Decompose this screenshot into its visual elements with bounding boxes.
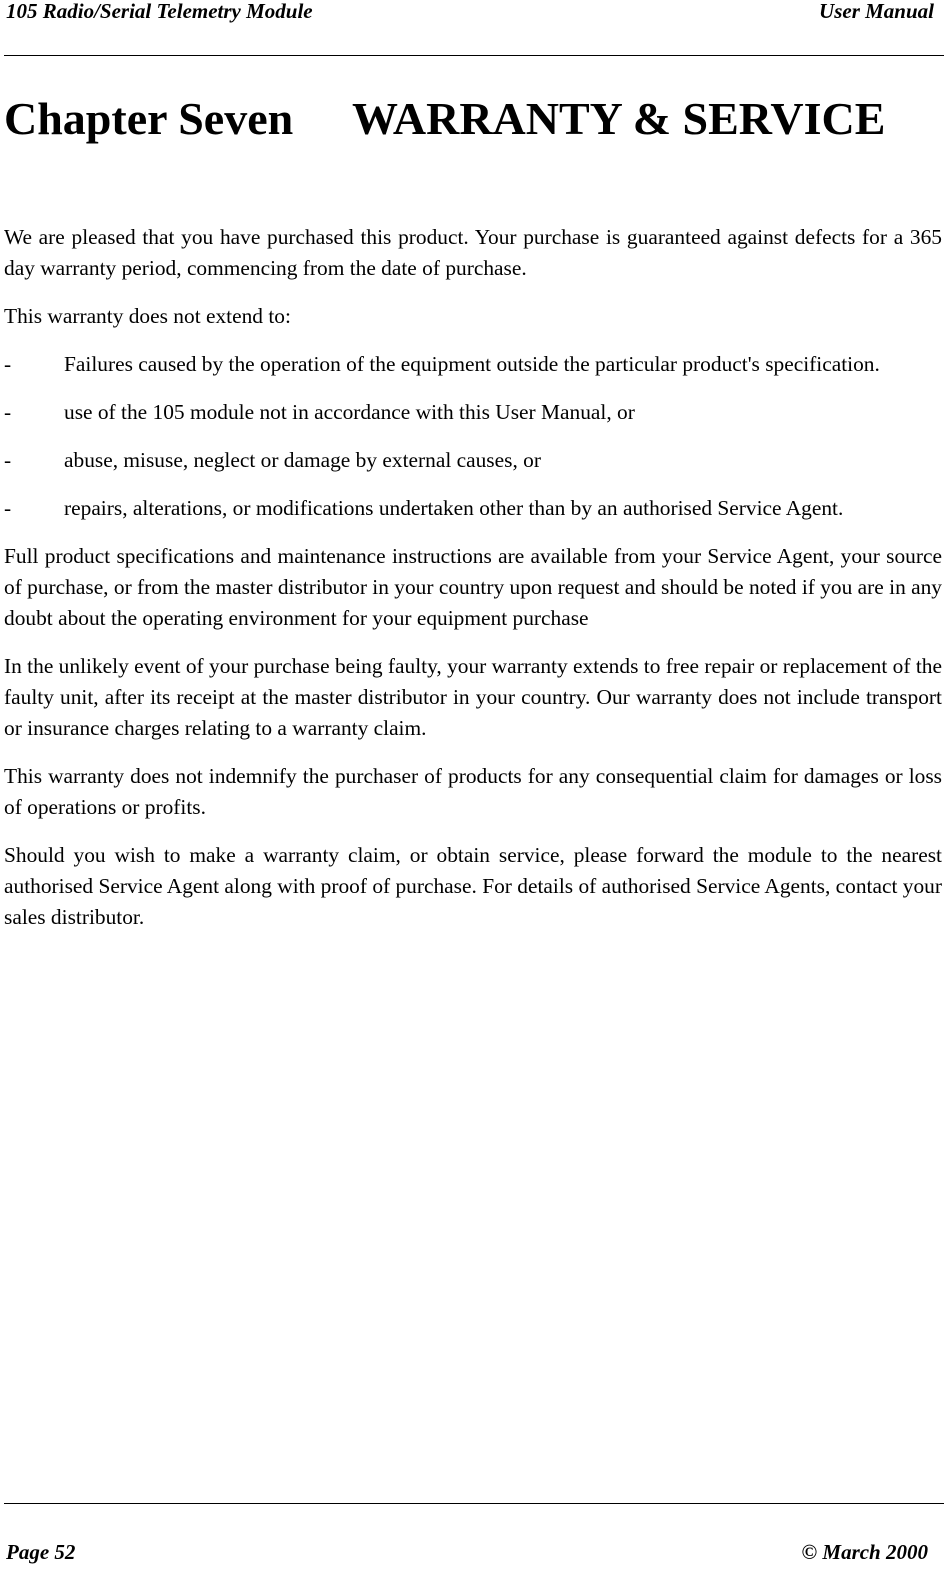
chapter-title: WARRANTY & SERVICE [352,93,886,144]
list-item [4,493,942,524]
chapter-heading [4,88,885,150]
list-item-text: Failures caused by the operation of the equipment outside the particular product's specification. [64,352,880,376]
specifications-paragraph: Full product specifications and maintenance instructions are available from your Service Agent, your source of purchase, or from the master distributor in your country upon request and should be noted if you are in any doubt about the operating environment for your equipment purchase [4,544,942,630]
indemnity-paragraph: This warranty does not indemnify the purchaser of products for any consequential claim for damages or loss of operations or profits. [4,764,942,819]
list-item-text: abuse, misuse, neglect or damage by external causes, or [64,448,541,472]
list-item-text: use of the 105 module not in accordance with this User Manual, or [64,400,635,424]
header-rule [4,55,944,56]
page-header [4,0,942,26]
claim-paragraph: Should you wish to make a warranty claim, or obtain service, please forward the module to the nearest authorised Service Agent along with proof of purchase. For details of authorised Service Agents, contact your sales distributor. [4,843,942,929]
header-doc-type: User Manual [819,0,934,23]
header-title: 105 Radio/Serial Telemetry Module [6,0,313,23]
page-footer [4,1540,942,1570]
list-marker: - [4,400,12,424]
chapter-number: Chapter Seven [4,93,294,144]
list-marker: - [4,352,12,376]
list-item [4,445,942,476]
exclusions-lead: This warranty does not extend to: [4,304,291,328]
document-body [4,222,942,950]
list-item-text: repairs, alterations, or modifications undertaken other than by an authorised Service Agent. [64,496,844,520]
list-item [4,397,942,428]
list-item [4,349,942,380]
list-marker: - [4,448,12,472]
list-marker: - [4,496,12,520]
page-number: Page 52 [6,1540,76,1564]
intro-paragraph: We are pleased that you have purchased this product. Your purchase is guaranteed against defects for a 365 day warranty period, commencing from the date of purchase. [4,225,942,280]
faulty-paragraph: In the unlikely event of your purchase being faulty, your warranty extends to free repair or replacement of the faulty unit, after its receipt at the master distributor in your country. Our warranty does not include transport or insurance charges relating to a warranty claim. [4,654,942,740]
footer-rule [4,1503,944,1504]
copyright-date: © March 2000 [801,1540,928,1564]
